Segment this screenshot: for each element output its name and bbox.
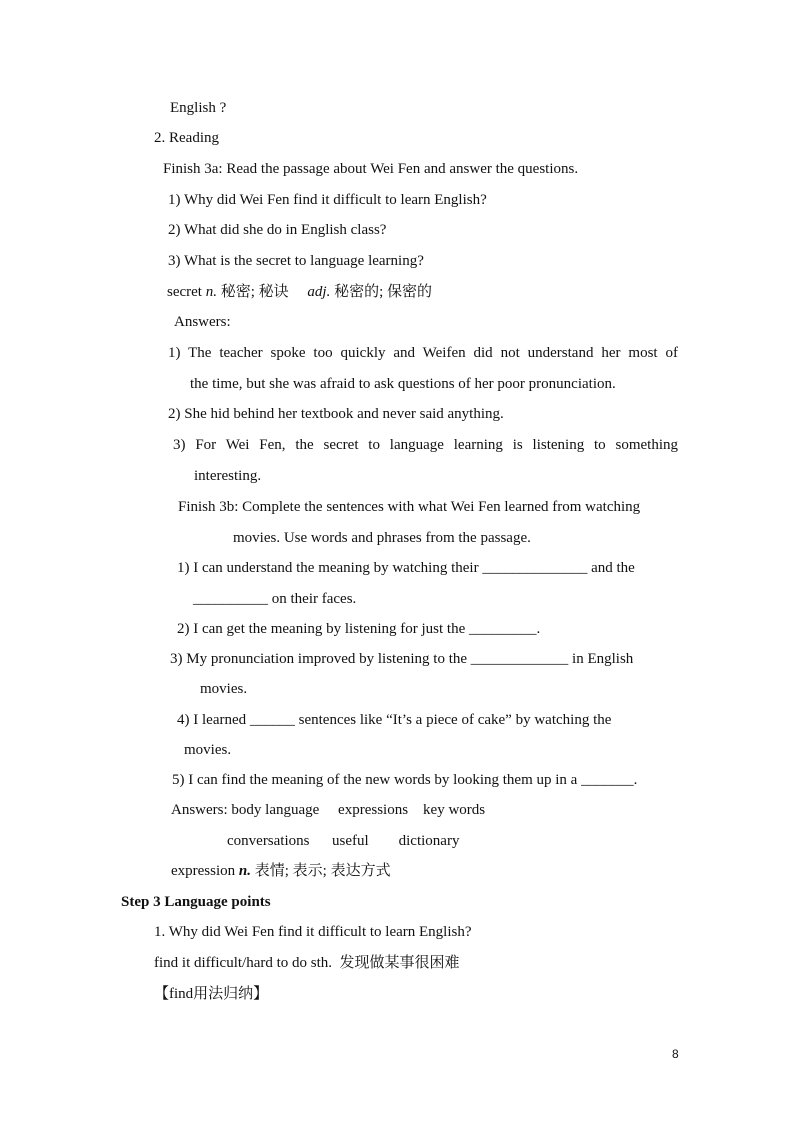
fill-blank-3-cont: movies. [200, 681, 248, 697]
task-3b-instruction: Finish 3b: Complete the sentences with what Wei Fen learned from watching [178, 499, 641, 515]
fill-blank-1: 1) I can understand the meaning by watching their ______________ and the [177, 560, 635, 576]
answer-1-cont: the time, but she was afraid to ask questions of her poor pronunciation. [190, 376, 616, 392]
answer-3: 3) For Wei Fen, the secret to language learning is listening to something [173, 437, 678, 453]
page-number: 8 [672, 1047, 679, 1061]
question-3: 3) What is the secret to language learning? [168, 253, 424, 269]
definition: 表情; 表示; 表达方式 [254, 863, 391, 879]
vocab-note-expression [171, 861, 391, 881]
question-2: 2) What did she do in English class? [168, 222, 387, 238]
find-usage-heading: 【find用法归纳】 [154, 986, 269, 1002]
answer-2: 2) She hid behind her textbook and never said anything. [168, 406, 504, 422]
answer-3-cont: interesting. [194, 468, 262, 484]
answers-label: Answers: [174, 314, 231, 330]
task-3b-instruction-cont: movies. Use words and phrases from the passage. [233, 530, 531, 546]
fill-blank-2: 2) I can get the meaning by listening for just the _________. [177, 621, 541, 637]
part-of-speech: adj. [307, 284, 331, 300]
fill-blank-3: 3) My pronunciation improved by listening to the _____________ in English [170, 651, 634, 667]
phrase-note: find it difficult/hard to do sth. 发现做某事很困难 [154, 955, 460, 971]
language-point-1: 1. Why did Wei Fen find it difficult to learn English? [154, 924, 472, 940]
fill-blank-1-cont: __________ on their faces. [193, 591, 357, 607]
text-line: English ? [170, 100, 227, 116]
answers-3b-cont: conversations useful dictionary [227, 833, 460, 849]
definition: 秘密的; 保密的 [334, 284, 432, 300]
fill-blank-5: 5) I can find the meaning of the new words by looking them up in a _______. [172, 772, 638, 788]
fill-blank-4: 4) I learned ______ sentences like “It’s a piece of cake” by watching the [177, 712, 612, 728]
vocab-word: secret [167, 284, 202, 300]
vocab-word: expression [171, 863, 236, 879]
vocab-note-secret [167, 282, 432, 302]
part-of-speech: n. [205, 284, 217, 300]
section-heading-reading: 2. Reading [154, 130, 219, 146]
question-1: 1) Why did Wei Fen find it difficult to learn English? [168, 192, 487, 208]
task-3a-instruction: Finish 3a: Read the passage about Wei Fen and answer the questions. [163, 161, 579, 177]
part-of-speech: n. [238, 863, 251, 879]
step-3-heading: Step 3 Language points [121, 894, 271, 910]
fill-blank-4-cont: movies. [184, 742, 232, 758]
answers-3b: Answers: body language expressions key words [171, 802, 486, 818]
definition: 秘密; 秘诀 [220, 284, 289, 300]
answer-1: 1) The teacher spoke too quickly and Weifen did not understand her most of [168, 345, 678, 361]
